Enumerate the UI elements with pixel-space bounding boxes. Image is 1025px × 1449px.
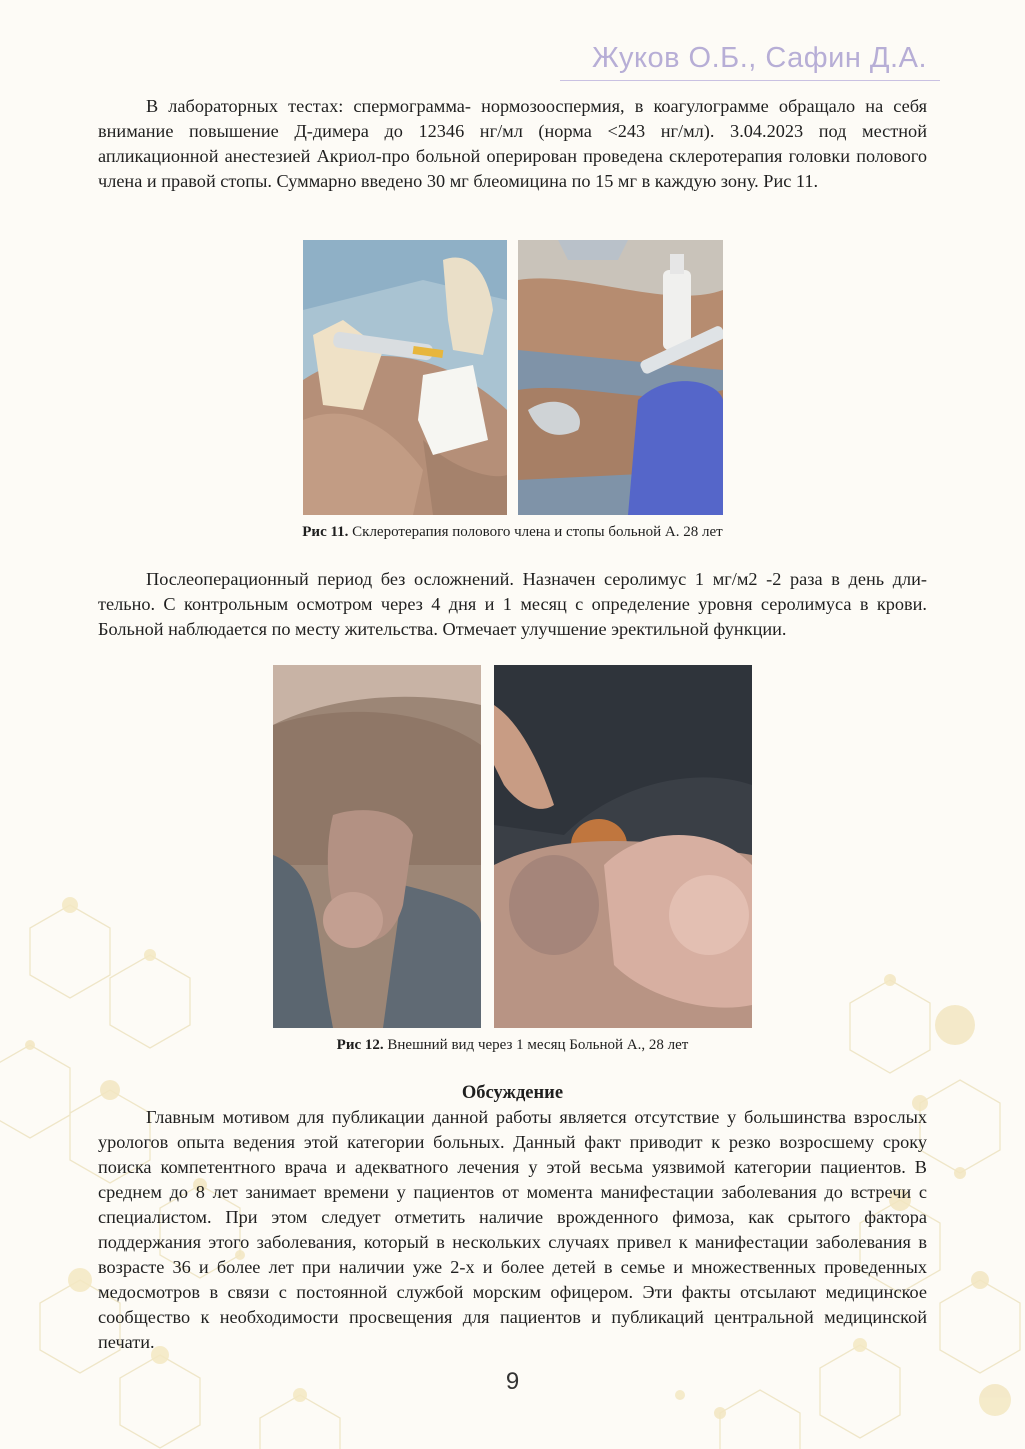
figure-11-photo-left <box>303 240 507 515</box>
figure-12-photo-right <box>494 665 752 1028</box>
figure-12-caption-text: Внешний вид через 1 месяц Больной А., 28 лет <box>383 1037 689 1053</box>
figure-11-caption <box>0 523 1025 541</box>
running-head-authors: Жуков О.Б., Сафин Д.А. <box>592 42 927 74</box>
figure-11-photo-right <box>518 240 723 515</box>
section-heading-discussion: Обсуждение <box>461 1083 564 1103</box>
figure-11-label: Рис 11. <box>302 524 349 540</box>
figure-12-label: Рис 12. <box>336 1037 384 1053</box>
figure-12-caption <box>0 1036 1025 1054</box>
page-number: 9 <box>505 1368 520 1395</box>
paragraph-postoperative: Послеоперационный период без осложнений. Назначен серолимус 1 мг/м2 -2 раза в день длительно. С контрольным осмотром через 4 дня и 1 месяц с определение уровня серолимуса в крови. Больной наблюдается по месту жительства. Отмечает улучшение эректильной функции. <box>98 569 927 639</box>
figure-12-photo-left <box>273 665 481 1028</box>
header-divider <box>560 80 940 81</box>
paragraph-lab-tests: В лабораторных тестах: спермограмма- нормозооспермия, в коагулограмме обращало на себя внимание повышение Д-димера до 12346 нг/мл (норма <243 нг/мл). 3.04.2023 под местной апликационной анестезией Акриол-про больной оперирован проведена склеротерапия головки полового члена и правой стопы. Суммарно введено 30 мг блеомицина по 15 мг в каждую зону. Рис 11. <box>98 96 927 191</box>
figure-11-caption-text: Склеротерапия полового члена и стопы больной А. 28 лет <box>348 524 723 540</box>
paragraph-discussion: Главным мотивом для публикации данной работы является отсутствие у большинства взрослых урологов опыта ведения этой категории больных. Данный факт приводит к резко возросшему сроку поиска компетентного врача и адекватного лечения у этой весьма уязвимой категории пациентов. В среднем до 8 лет занимает времени у пациентов от момента манифестации заболевания до встречи с специалистом. При этом следует отметить наличие врожденного фимоза, как срытого фактора поддержания этого заболевания, который в нескольких случаях привел к манифестации заболевания в возрасте 36 и более лет при наличии уже 2-х и более детей в семье и множественных проведенных медосмотров в связи с постоянной службой морским офицером. Эти факты отсылают медицинское сообщество к необходимости просвещения для пациентов и публикаций центральной медицинской печати. <box>98 1107 927 1352</box>
